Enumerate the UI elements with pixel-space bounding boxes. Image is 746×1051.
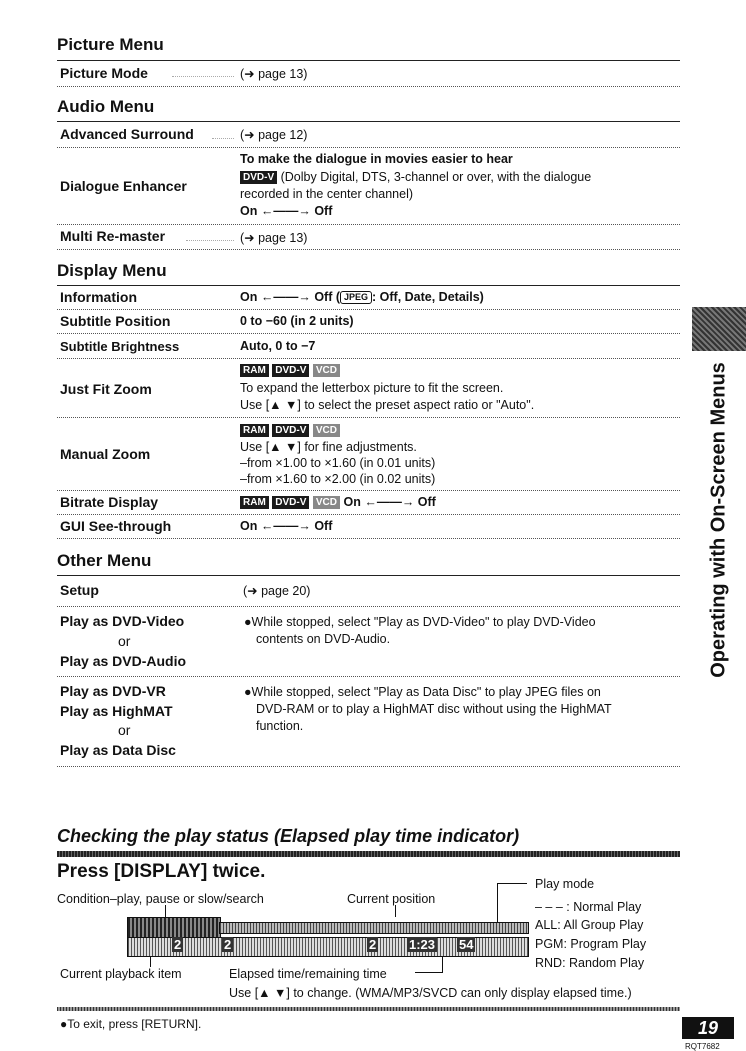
- play-mode-normal: – – – : Normal Play: [535, 900, 642, 914]
- ram-badge: RAM: [240, 496, 269, 509]
- elapsed-label: Elapsed time/remaining time: [229, 967, 387, 981]
- play-dvd-video-label: Play as DVD-Video: [60, 613, 185, 629]
- multi-remaster-value: (➜ page 13): [240, 231, 308, 245]
- advanced-surround-label: Advanced Surround: [60, 126, 194, 142]
- play-mode-pgm: PGM: Program Play: [535, 937, 647, 951]
- dialogue-enhancer-line2: DVD-V (Dolby Digital, DTS, 3-channel or over, with the dialogue: [240, 170, 591, 184]
- rule: [57, 60, 680, 61]
- play-data-disc-label: Play as Data Disc: [60, 742, 176, 758]
- vcd-badge: VCD: [313, 364, 340, 377]
- dvd-vr-line2: DVD-RAM or to play a HighMAT disc without using the HighMAT: [256, 702, 612, 716]
- manual-zoom-line2: –from ×1.00 to ×1.60 (in 0.01 units): [240, 456, 436, 470]
- vcd-badge: VCD: [313, 496, 340, 509]
- information-label: Information: [60, 289, 137, 305]
- setup-label: Setup: [60, 582, 99, 598]
- gui-see-through-value: On ←——→ Off: [240, 519, 333, 533]
- manual-zoom-line3: –from ×1.60 to ×2.00 (in 0.02 units): [240, 472, 436, 486]
- page-number: 19: [682, 1017, 734, 1039]
- information-value: On ←——→ Off ( JPEG : Off, Date, Details): [240, 290, 484, 304]
- jpeg-badge: JPEG: [340, 291, 372, 304]
- position-bar: [219, 922, 529, 934]
- press-display-instruction: Press [DISPLAY] twice.: [57, 861, 266, 882]
- title-underline: [57, 851, 680, 857]
- document-code: RQT7682: [685, 1042, 720, 1051]
- subtitle-brightness-label: Subtitle Brightness: [60, 339, 180, 354]
- dialogue-enhancer-label: Dialogue Enhancer: [60, 178, 187, 194]
- dvd-v-badge: DVD-V: [272, 496, 309, 509]
- osd-value-1: 2: [174, 937, 182, 952]
- play-status-title: Checking the play status (Elapsed play time indicator): [57, 826, 520, 846]
- dialogue-enhancer-options: On ←——→ Off: [240, 204, 333, 218]
- current-position-label: Current position: [347, 892, 436, 906]
- osd-time: 1:23: [409, 937, 436, 952]
- just-fit-zoom-label: Just Fit Zoom: [60, 381, 152, 397]
- condition-label: Condition–play, pause or slow/search: [57, 892, 264, 906]
- ram-badge: RAM: [240, 424, 269, 437]
- subtitle-position-value: 0 to −60 (in 2 units): [240, 314, 354, 328]
- dvd-v-badge: DVD-V: [240, 171, 277, 184]
- current-item-label: Current playback item: [60, 967, 182, 981]
- manual-zoom-label: Manual Zoom: [60, 446, 151, 462]
- dialogue-enhancer-line3: recorded in the center channel): [240, 187, 414, 201]
- display-menu-heading: Display Menu: [57, 261, 167, 280]
- footer-rule: [57, 1007, 680, 1011]
- bitrate-display-label: Bitrate Display: [60, 494, 159, 510]
- gui-see-through-label: GUI See-through: [60, 518, 172, 534]
- bitrate-display-value: RAM DVD-V VCD On ←——→ Off: [240, 495, 436, 509]
- subtitle-brightness-value: Auto, 0 to −7: [240, 339, 316, 353]
- manual-zoom-line1: Use [▲ ▼] for fine adjustments.: [240, 440, 417, 454]
- advanced-surround-value: (➜ page 12): [240, 128, 308, 142]
- dvd-video-line2: contents on DVD-Audio.: [256, 632, 391, 646]
- picture-mode-label: Picture Mode: [60, 65, 148, 81]
- elapsed-time-osd: [127, 917, 527, 955]
- subtitle-position-label: Subtitle Position: [60, 313, 171, 329]
- osd-value-3: 2: [369, 937, 377, 952]
- setup-value: (➜ page 20): [243, 584, 311, 598]
- multi-remaster-label: Multi Re-master: [60, 228, 166, 244]
- ram-badge: RAM: [240, 364, 269, 377]
- just-fit-zoom-line2: Use [▲ ▼] to select the preset aspect ratio or "Auto".: [240, 398, 535, 412]
- just-fit-zoom-badges: [240, 363, 340, 377]
- dvd-v-badge: DVD-V: [272, 424, 309, 437]
- play-mode-all: ALL: All Group Play: [535, 918, 644, 932]
- sidebar-tab-marker: [692, 307, 746, 351]
- dvd-video-line1: ●While stopped, select "Play as DVD-Video" to play DVD-Video: [244, 615, 596, 629]
- play-mode-rnd: RND: Random Play: [535, 956, 645, 970]
- or-label: or: [118, 722, 131, 738]
- change-instruction: Use [▲ ▼] to change. (WMA/MP3/SVCD can only display elapsed time.): [229, 986, 632, 1000]
- exit-note: ●To exit, press [RETURN].: [60, 1017, 202, 1031]
- dvd-v-badge: DVD-V: [272, 364, 309, 377]
- manual-zoom-badges: [240, 423, 340, 437]
- osd-value-2: 2: [224, 937, 232, 952]
- other-menu-heading: Other Menu: [57, 551, 152, 570]
- play-dvd-audio-label: Play as DVD-Audio: [60, 653, 187, 669]
- audio-menu-heading: Audio Menu: [57, 97, 155, 116]
- picture-mode-value: (➜ page 13): [240, 67, 308, 81]
- picture-menu-heading: Picture Menu: [57, 35, 164, 54]
- just-fit-zoom-line1: To expand the letterbox picture to fit the screen.: [240, 381, 504, 395]
- osd-value-5: 54: [459, 937, 474, 952]
- play-mode-label: Play mode: [535, 877, 595, 891]
- play-dvd-vr-label: Play as DVD-VR: [60, 683, 166, 699]
- dvd-vr-line1: ●While stopped, select "Play as Data Disc" to play JPEG files on: [244, 685, 601, 699]
- section-sidebar-title: Operating with On-Screen Menus: [707, 362, 730, 678]
- or-label: or: [118, 633, 131, 649]
- play-icon: [127, 917, 221, 939]
- play-highmat-label: Play as HighMAT: [60, 703, 173, 719]
- dialogue-enhancer-desc: To make the dialogue in movies easier to hear: [240, 152, 513, 166]
- vcd-badge: VCD: [313, 424, 340, 437]
- dvd-vr-line3: function.: [256, 719, 304, 733]
